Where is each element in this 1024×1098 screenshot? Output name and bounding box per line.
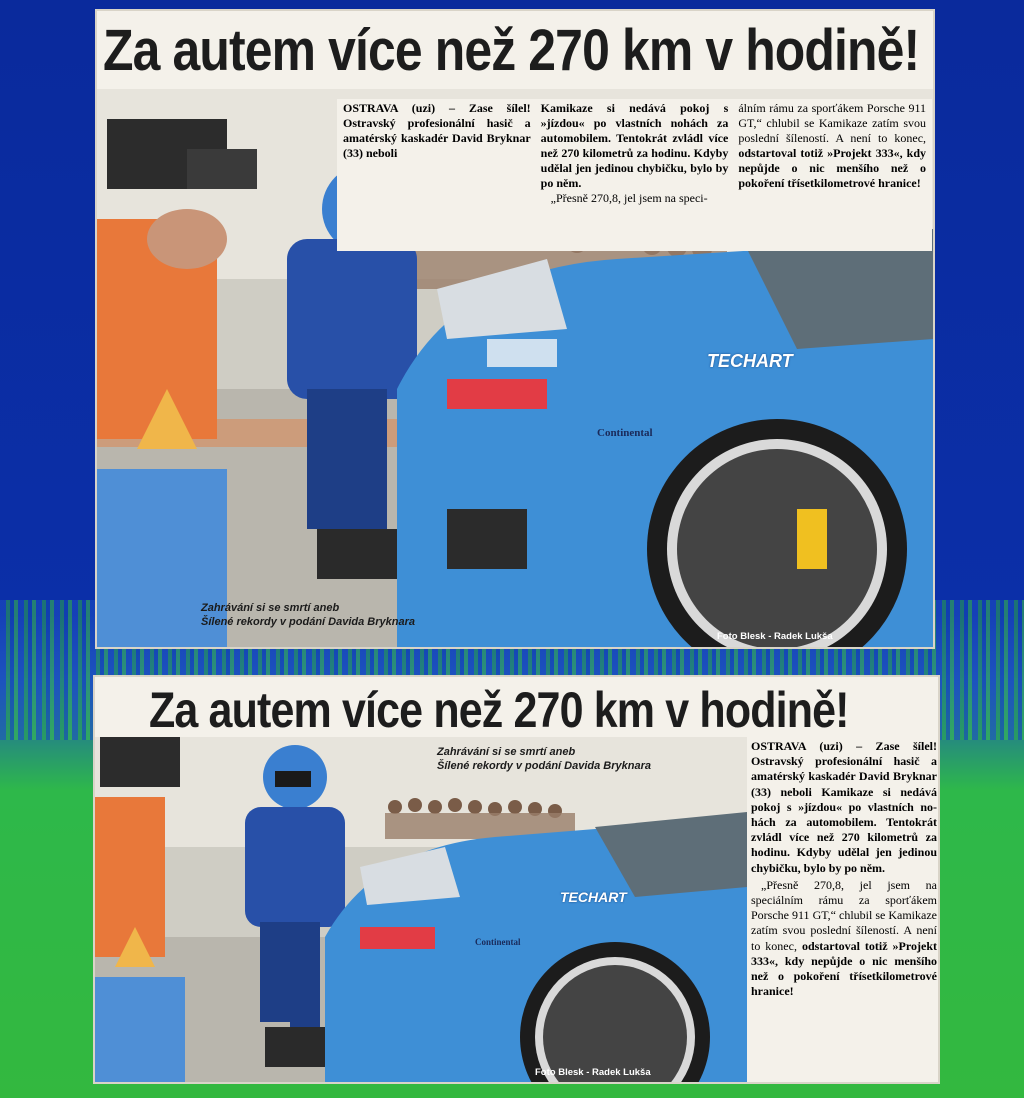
article-column-3 xyxy=(738,101,926,249)
tire-brand-decal: Continental xyxy=(475,937,521,947)
paragraph-2-bold: odstartoval totiž »Projekt 333«, kdy nepůjde o nic menšího než o pokoření třísetkilometrové hranice! xyxy=(751,938,937,999)
caption-line-1: Zahrávání si se smrtí aneb xyxy=(437,746,576,758)
column-3-bold-text: odstartoval totiž »Projekt 333«, kdy nepůjde o nic menšího než o pokoření třísetkilometrové hranice! xyxy=(738,146,927,190)
article-column-2 xyxy=(541,101,729,249)
caption-line-2: Šílené rekordy v podání Davida Bryknara xyxy=(437,760,651,772)
article-column-1 xyxy=(343,101,531,249)
newspaper-clipping-top xyxy=(95,9,935,649)
article-text-top xyxy=(337,99,932,251)
photo-racer-and-car xyxy=(95,737,747,1082)
headline: Za autem více než 270 km v hodině! xyxy=(103,18,920,83)
tire-brand-decal: Continental xyxy=(597,427,653,439)
paragraph-1: OSTRAVA (uzi) – Zase šílel! Ostravský profesionální hasič a amatérský kaskadér David Bryknar (33) neboli Kamikaze si nedává pokoj s »jízdou« po vlastních nohách za automobilem. Tentokrát zvládl více než 270 kilometrů za hodinu. Kdyby udělal jen jedinou chybičku, bylo by po něm. xyxy=(751,739,937,875)
photo-illustration xyxy=(95,737,747,1082)
caption-line-2: Šílené rekordy v podání Davida Bryknara xyxy=(201,616,415,628)
article-text-bottom xyxy=(751,739,937,1082)
column-3-plain-text: álním rámu za sporťákem Porsche 911 GT,“ chlubil se Kamikaze zatím svou poslední šíleností. A není to konec, xyxy=(738,101,927,145)
column-1-text: OSTRAVA (uzi) – Zase šílel! Ostravský profesionální hasič a amatérský kaskadér David Bryknar (33) neboli xyxy=(343,101,531,160)
photo-credit: Foto Blesk - Radek Lukša xyxy=(717,631,833,642)
caption-line-1: Zahrávání si se smrtí aneb xyxy=(201,602,340,614)
headline: Za autem více než 270 km v hodině! xyxy=(149,682,849,738)
paragraph-2-plain: „Přesně 270,8, jel jsem na speciálním rámu za sporťákem Porsche 911 GT,“ chlubil se Kamikaze zatím svou poslední šíleností. A není to konec, xyxy=(751,877,937,953)
newspaper-clipping-bottom xyxy=(93,675,940,1084)
photo-caption xyxy=(437,745,651,773)
column-2-plain-text: „Přesně 270,8, jel jsem na speci- xyxy=(550,191,708,205)
photo-caption xyxy=(201,601,415,629)
car-brand-decal: TECHART xyxy=(560,889,627,905)
column-2-bold-text: Kamikaze si nedává pokoj s »jízdou« po vlastních nohách za automobilem. Tentokrát zvládl více než 270 kilometrů za hodinu. Kdyby udělal jen jedinou chybičku, bylo by po něm. xyxy=(540,101,729,190)
photo-credit: Foto Blesk - Radek Lukša xyxy=(535,1067,651,1078)
car-brand-decal: TECHART xyxy=(707,351,793,371)
